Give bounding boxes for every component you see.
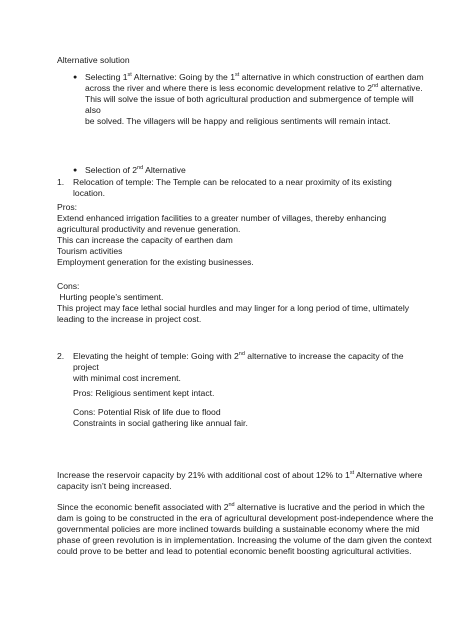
cons-line: leading to the increase in project cost. (57, 314, 202, 324)
item1-cons (57, 281, 437, 325)
pros-line: agricultural productivity and revenue generation. (57, 224, 241, 234)
bullet-text (85, 72, 425, 127)
paragraph-conclusion (57, 502, 442, 557)
section-heading: Alternative solution (57, 55, 130, 65)
bullet-text: Selection of 2nd Alternative (85, 165, 186, 175)
item2-pros: Pros: Religious sentiment kept intact. (73, 388, 215, 398)
item-number: 1. (57, 177, 65, 187)
text-line: capacity isn’t being increased. (57, 481, 172, 491)
item-title: Relocation of temple: The Temple can be relocated to a near proximity of its existing location. (73, 177, 392, 198)
text-line: be solved. The villagers will be happy and religious sentiments will remain intact. (85, 116, 391, 126)
text-line: Increase the reservoir capacity by 21% with additional cost of about 12% to 1st Alternative where (57, 470, 423, 480)
paragraph-capacity (57, 470, 437, 492)
cons-line: Constraints in social gathering like annual fair. (73, 418, 248, 428)
cons-line: This project may face lethal social hurdles and may linger for a long period of time, ultimately (57, 303, 410, 313)
pros-line: Extend enhanced irrigation facilities to a greater number of villages, thereby enhancing (57, 213, 387, 223)
text-line: phase of green revolution is in implementation. Increasing the volume of the dam given the context (57, 535, 432, 545)
text-line: with minimal cost increment. (73, 373, 181, 383)
text-line: Elevating the height of temple: Going with 2nd alternative to increase the capacity of the project (73, 351, 404, 372)
pros-line: Employment generation for the existing businesses. (57, 257, 254, 267)
pros-label: Pros: (57, 202, 78, 212)
item2-cons (73, 407, 443, 429)
text-line: This will solve the issue of both agricultural production and submergence of temple will also (85, 94, 414, 115)
cons-label: Cons: (57, 281, 80, 291)
text-line: Since the economic benefit associated with 2nd alternative is lucrative and the period in which the (57, 502, 425, 512)
item-text (73, 351, 423, 384)
item-number: 2. (57, 351, 65, 361)
text-line: dam is going to be constructed in the era of agricultural development post-independence where the (57, 513, 434, 523)
cons-line: Cons: Potential Risk of life due to flood (73, 407, 221, 417)
text-line: could prove to be better and lead to potential economic benefit boosting agricultural activities. (57, 546, 412, 556)
bullet-icon: ● (73, 74, 78, 81)
bullet-icon: ● (73, 167, 78, 174)
pros-line: Tourism activities (57, 246, 123, 256)
item1-pros (57, 202, 437, 268)
cons-line: Hurting people’s sentiment. (57, 292, 164, 302)
text-line: governmental policies are more inclined towards building a sustainable economy where the mid (57, 524, 420, 534)
text-line: Selecting 1st Alternative: Going by the 1st alternative in which construction of earthen dam (85, 72, 424, 82)
pros-line: This can increase the capacity of earthen dam (57, 235, 233, 245)
text-line: across the river and where there is less economic development relative to 2nd alternative. (85, 83, 423, 93)
